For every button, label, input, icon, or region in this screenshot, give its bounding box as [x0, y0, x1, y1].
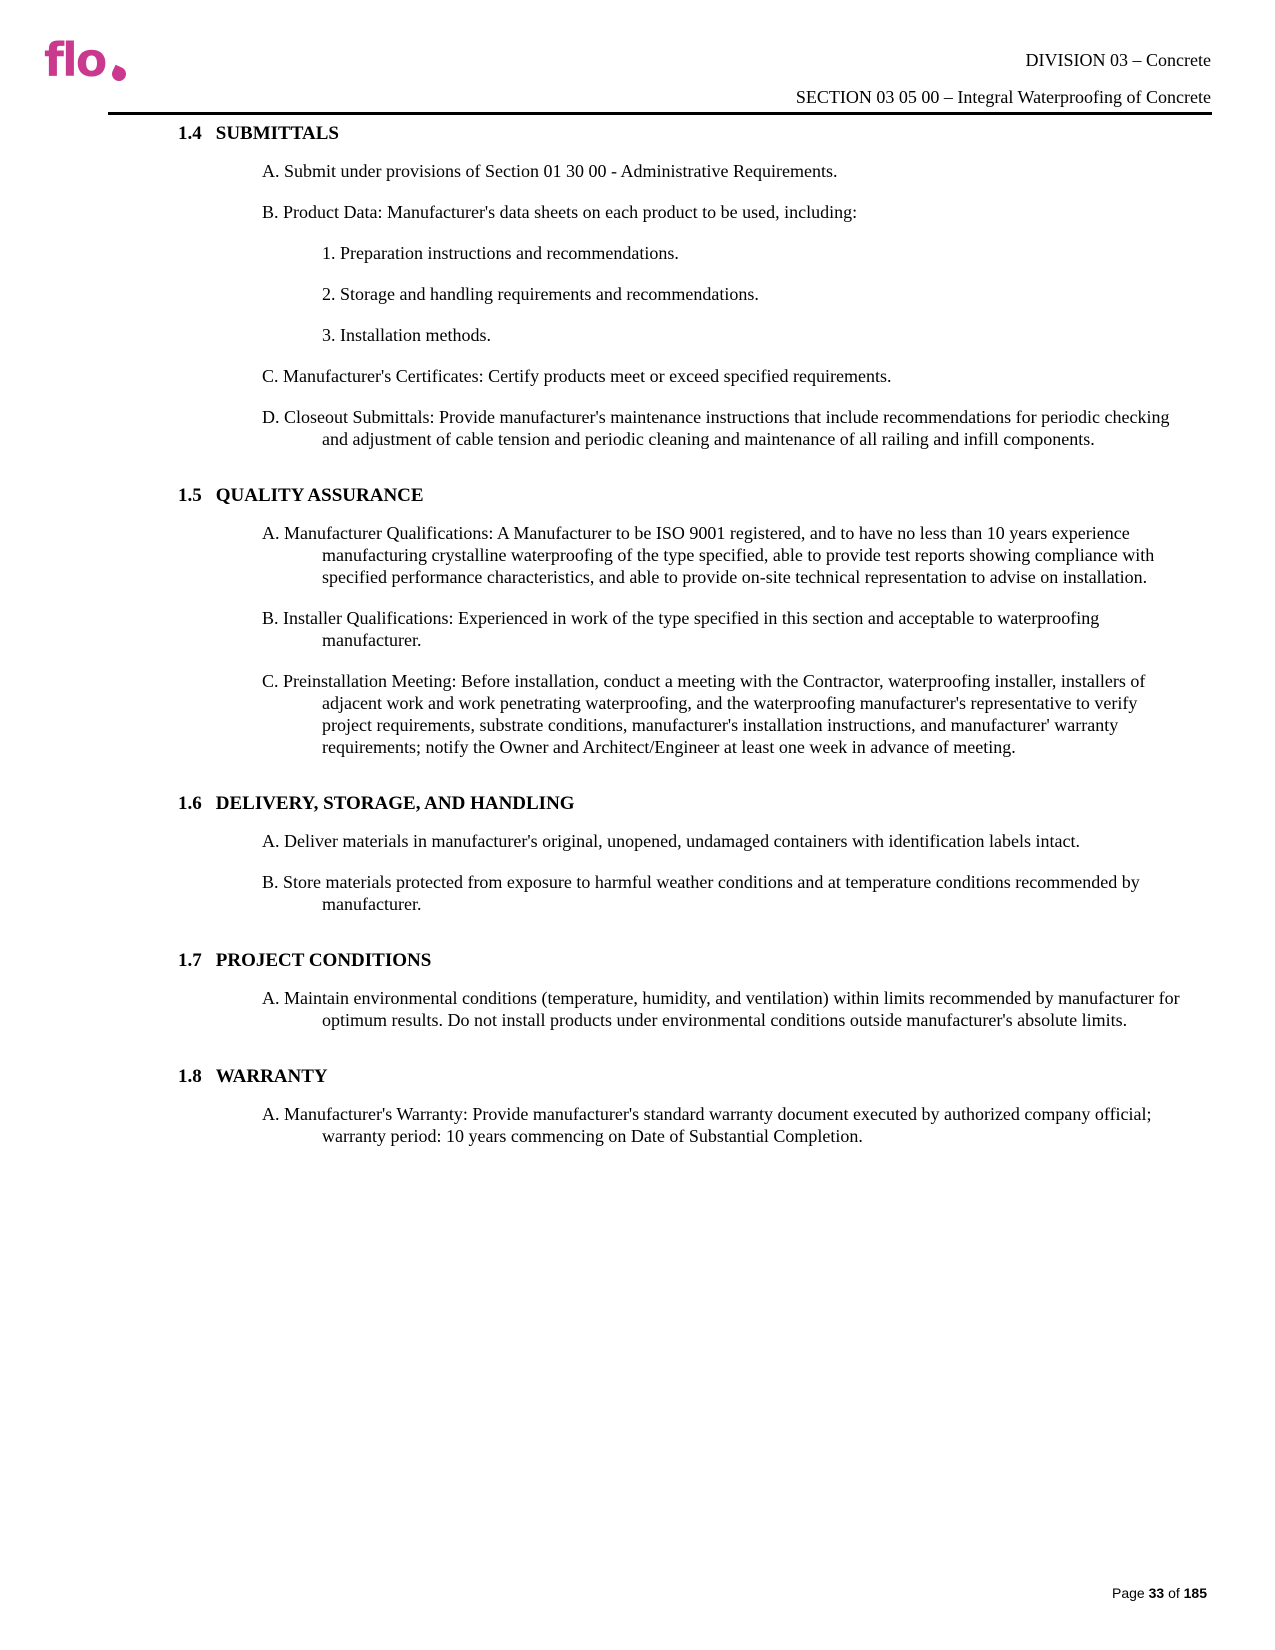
section-heading: [178, 1066, 1212, 1088]
section-title: PROJECT CONDITIONS: [215, 950, 432, 971]
footer-page-number: 33: [1148, 1585, 1165, 1601]
spec-subitem: [322, 242, 1212, 264]
item-label: C.: [262, 366, 279, 386]
header-section: SECTION 03 05 00 – Integral Waterproofing of Concrete: [795, 87, 1211, 107]
item-text: Deliver materials in manufacturer's original, unopened, undamaged containers with identification labels intact.: [284, 831, 1080, 851]
section-number: 1.5: [178, 485, 202, 506]
item-text: Maintain environmental conditions (temperature, humidity, and ventilation) within limits recommended by manufacturer for optimum results. Do not install products under environmental conditions outside manufacturer's absolute limits.: [284, 988, 1180, 1030]
section-heading: [178, 485, 1212, 507]
item-label: B.: [262, 872, 279, 892]
item-label: B.: [262, 608, 279, 628]
spec-item: [262, 871, 1182, 915]
section-title: WARRANTY: [215, 1066, 328, 1087]
spec-item: [262, 522, 1182, 588]
spec-item: [262, 607, 1182, 651]
section-warranty: [178, 1066, 1212, 1147]
item-text: Store materials protected from exposure to harmful weather conditions and at temperature conditions recommended by manufacturer.: [283, 872, 1140, 914]
item-text: Preinstallation Meeting: Before installation, conduct a meeting with the Contractor, waterproofing installer, installers of adjacent work and work penetrating waterproofing, and the waterproofing manufacturer's representative to verify project requirements, substrate conditions, manufacturer's installation instructions, and manufacturer' warranty requirements; notify the Owner and Architect/Engineer at least one week in advance of meeting.: [283, 671, 1146, 757]
header-rule: [108, 112, 1212, 115]
section-heading: [178, 123, 1212, 145]
subitem-label: 2.: [322, 284, 336, 304]
section-number: 1.6: [178, 793, 202, 814]
item-label: A.: [262, 523, 280, 543]
spec-item: [262, 987, 1182, 1031]
section-project-conditions: [178, 950, 1212, 1031]
item-label: A.: [262, 988, 280, 1008]
subitem-label: 1.: [322, 243, 336, 263]
footer-of-label: of: [1168, 1585, 1180, 1601]
page-footer: [1112, 1585, 1207, 1602]
footer-total-pages: 185: [1183, 1585, 1207, 1601]
section-title: QUALITY ASSURANCE: [215, 485, 424, 506]
section-number: 1.7: [178, 950, 202, 971]
section-number: 1.4: [178, 123, 202, 144]
flo-logo: [44, 34, 126, 86]
subitem-text: Storage and handling requirements and recommendations.: [340, 284, 759, 304]
section-submittals: [178, 123, 1212, 450]
section-heading: [178, 950, 1212, 972]
flo-logo-droplet-icon: [110, 65, 129, 84]
spec-subitem: [322, 324, 1212, 346]
item-label: A.: [262, 161, 280, 181]
section-number: 1.8: [178, 1066, 202, 1087]
section-quality-assurance: [178, 485, 1212, 758]
section-heading: [178, 793, 1212, 815]
item-label: A.: [262, 1104, 280, 1124]
spec-item: [262, 406, 1182, 450]
item-label: D.: [262, 407, 280, 427]
spec-item: [262, 670, 1182, 758]
flo-logo-text: flo: [44, 33, 106, 87]
item-text: Closeout Submittals: Provide manufacturer's maintenance instructions that include recommendations for periodic checking and adjustment of cable tension and periodic cleaning and maintenance of all railing and infill components.: [284, 407, 1170, 449]
page-header: [796, 42, 1211, 116]
section-delivery-storage-handling: [178, 793, 1212, 915]
spec-item: [262, 201, 1182, 223]
section-title: SUBMITTALS: [215, 123, 339, 144]
item-label: B.: [262, 202, 279, 222]
spec-content: [178, 123, 1212, 1166]
item-text: Product Data: Manufacturer's data sheets on each product to be used, including:: [283, 202, 858, 222]
spec-item: [262, 160, 1182, 182]
item-text: Installer Qualifications: Experienced in work of the type specified in this section and acceptable to waterproofing manufacturer.: [283, 608, 1100, 650]
subitem-text: Preparation instructions and recommendations.: [340, 243, 679, 263]
header-division: DIVISION 03 – Concrete: [1025, 50, 1211, 70]
spec-item: [262, 365, 1182, 387]
spec-subitem: [322, 283, 1212, 305]
item-text: Manufacturer's Warranty: Provide manufacturer's standard warranty document executed by authorized company official; warranty period: 10 years commencing on Date of Substantial Completion.: [284, 1104, 1152, 1146]
footer-page-label: Page: [1112, 1585, 1145, 1601]
item-label: C.: [262, 671, 279, 691]
subitem-label: 3.: [322, 325, 336, 345]
item-text: Manufacturer's Certificates: Certify products meet or exceed specified requirements.: [283, 366, 892, 386]
section-title: DELIVERY, STORAGE, AND HANDLING: [215, 793, 575, 814]
spec-item: [262, 1103, 1182, 1147]
item-label: A.: [262, 831, 280, 851]
spec-item: [262, 830, 1182, 852]
item-text: Manufacturer Qualifications: A Manufacturer to be ISO 9001 registered, and to have no less than 10 years experience manufacturing crystalline waterproofing of the type specified, able to provide test reports showing compliance with specified performance characteristics, and able to provide on-site technical representation to advise on installation.: [284, 523, 1155, 587]
item-text: Submit under provisions of Section 01 30 00 - Administrative Requirements.: [284, 161, 838, 181]
subitem-text: Installation methods.: [340, 325, 491, 345]
